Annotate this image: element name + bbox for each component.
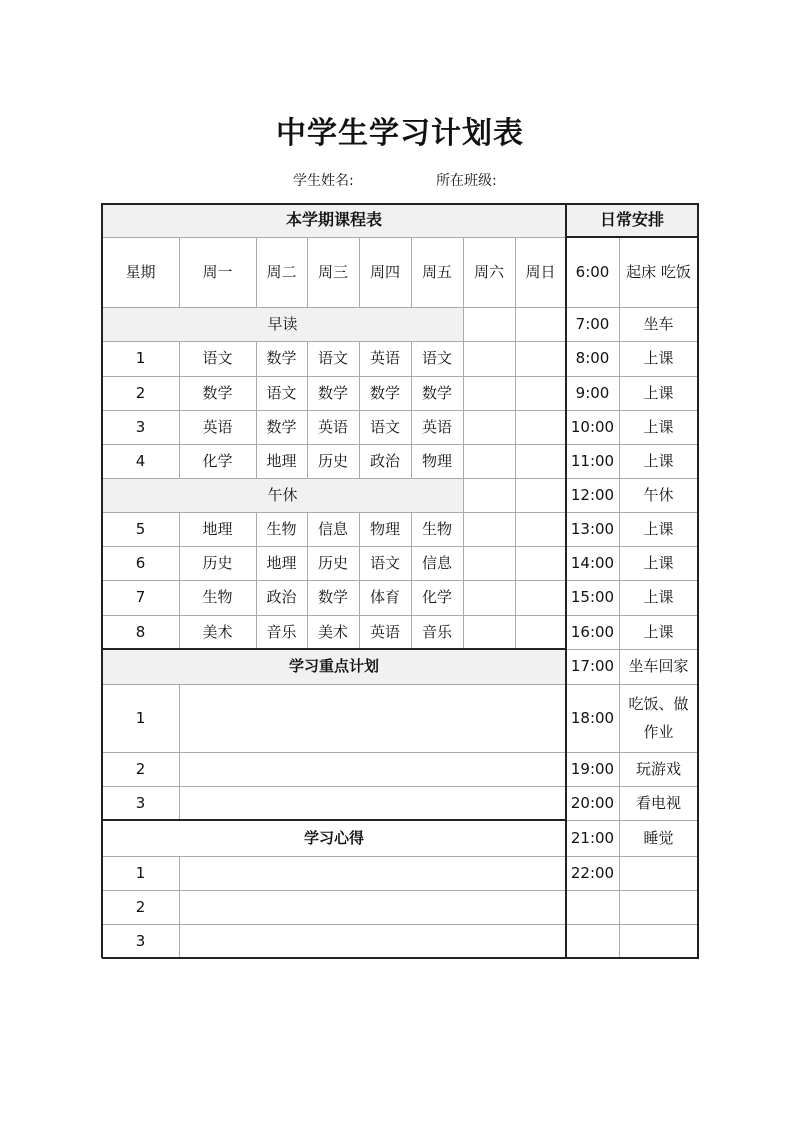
table-rule (102, 203, 698, 205)
table-rule (179, 684, 180, 820)
daily-time: 19:00 (566, 752, 619, 786)
schedule-cell (515, 376, 566, 410)
table-rule (463, 341, 464, 478)
schedule-cell: 物理 (359, 512, 411, 546)
period-number: 2 (102, 376, 179, 410)
schedule-cell (515, 341, 566, 376)
table-rule (102, 478, 566, 479)
notes-row-content (179, 856, 566, 890)
table-rule (102, 580, 566, 581)
table-rule (307, 512, 308, 649)
daily-activity (619, 890, 698, 924)
morning-reading-row: 早读 (102, 307, 463, 341)
schedule-header-3: 周三 (307, 237, 359, 307)
schedule-cell (463, 580, 515, 615)
table-rule (566, 376, 698, 377)
table-rule (359, 341, 360, 478)
schedule-title: 本学期课程表 (102, 203, 566, 237)
daily-activity: 上课 (619, 580, 698, 615)
daily-activity (619, 856, 698, 890)
daily-activity: 上课 (619, 512, 698, 546)
period-number: 7 (102, 580, 179, 615)
period-number: 4 (102, 444, 179, 478)
schedule-cell: 美术 (307, 615, 359, 649)
table-rule (566, 684, 698, 685)
schedule-cell (463, 478, 515, 512)
table-rule (566, 546, 698, 547)
schedule-cell (463, 307, 515, 341)
table-rule (102, 890, 566, 891)
daily-time: 22:00 (566, 856, 619, 890)
table-rule (256, 512, 257, 649)
schedule-cell: 生物 (411, 512, 463, 546)
table-rule (101, 203, 103, 958)
table-rule (566, 236, 698, 238)
schedule-cell: 语文 (411, 341, 463, 376)
daily-activity: 上课 (619, 341, 698, 376)
plan-row-number: 3 (102, 786, 179, 820)
schedule-header-7: 周日 (515, 237, 566, 307)
schedule-cell (515, 615, 566, 649)
table-rule (565, 203, 567, 958)
table-rule (697, 203, 699, 958)
daily-activity: 上课 (619, 546, 698, 580)
schedule-cell: 数学 (411, 376, 463, 410)
daily-time: 10:00 (566, 410, 619, 444)
table-rule (102, 648, 566, 650)
table-rule (102, 512, 566, 513)
table-rule (515, 341, 516, 478)
daily-time (566, 924, 619, 958)
daily-time: 20:00 (566, 786, 619, 820)
plan-row-number: 2 (102, 752, 179, 786)
daily-activity: 坐车回家 (619, 649, 698, 684)
table-rule (566, 615, 698, 616)
schedule-cell: 音乐 (411, 615, 463, 649)
table-rule (566, 580, 698, 581)
daily-activity (619, 924, 698, 958)
daily-time: 6:00 (566, 237, 619, 307)
schedule-cell: 信息 (411, 546, 463, 580)
schedule-cell: 历史 (307, 444, 359, 478)
study-notes-title: 学习心得 (102, 820, 566, 856)
table-rule (463, 237, 464, 307)
table-rule (102, 410, 566, 411)
noon-break-row: 午休 (102, 478, 463, 512)
schedule-cell: 生物 (256, 512, 307, 546)
daily-time (566, 890, 619, 924)
table-rule (411, 341, 412, 478)
table-rule (463, 512, 464, 649)
schedule-cell (515, 478, 566, 512)
table-rule (102, 957, 699, 959)
schedule-cell (463, 376, 515, 410)
class-label: 所在班级: (436, 173, 497, 189)
table-rule (256, 237, 257, 307)
daily-title: 日常安排 (566, 203, 698, 237)
table-rule (411, 512, 412, 649)
schedule-cell (515, 546, 566, 580)
table-rule (102, 546, 566, 547)
schedule-cell (463, 512, 515, 546)
daily-activity: 起床 吃饭 (619, 237, 698, 307)
schedule-cell: 美术 (179, 615, 256, 649)
plan-row-content (179, 786, 566, 820)
daily-time: 16:00 (566, 615, 619, 649)
study-plan-title: 学习重点计划 (102, 649, 566, 684)
schedule-cell (463, 410, 515, 444)
table-rule (566, 924, 698, 925)
schedule-cell: 地理 (179, 512, 256, 546)
table-rule (515, 478, 516, 512)
table-rule (179, 237, 180, 307)
schedule-cell: 政治 (256, 580, 307, 615)
daily-time: 7:00 (566, 307, 619, 341)
daily-activity: 上课 (619, 410, 698, 444)
daily-activity: 睡觉 (619, 820, 698, 856)
schedule-cell: 英语 (411, 410, 463, 444)
schedule-header-5: 周五 (411, 237, 463, 307)
schedule-cell: 英语 (359, 341, 411, 376)
schedule-cell: 地理 (256, 444, 307, 478)
schedule-header-6: 周六 (463, 237, 515, 307)
table-rule (102, 237, 566, 238)
schedule-cell: 数学 (256, 410, 307, 444)
daily-activity: 玩游戏 (619, 752, 698, 786)
plan-row-content (179, 684, 566, 752)
schedule-header-1: 周一 (179, 237, 256, 307)
schedule-cell: 语文 (179, 341, 256, 376)
period-number: 5 (102, 512, 179, 546)
period-number: 1 (102, 341, 179, 376)
schedule-cell (515, 444, 566, 478)
schedule-cell: 数学 (359, 376, 411, 410)
daily-activity: 上课 (619, 615, 698, 649)
schedule-cell: 数学 (307, 376, 359, 410)
schedule-cell: 数学 (179, 376, 256, 410)
daily-time: 18:00 (566, 684, 619, 752)
daily-activity: 午休 (619, 478, 698, 512)
daily-time: 11:00 (566, 444, 619, 478)
table-rule (307, 341, 308, 478)
schedule-cell (515, 512, 566, 546)
table-rule (179, 512, 180, 649)
schedule-header-0: 星期 (102, 237, 179, 307)
schedule-cell (463, 341, 515, 376)
table-rule (463, 307, 464, 341)
daily-time: 17:00 (566, 649, 619, 684)
notes-row-content (179, 890, 566, 924)
plan-row-content (179, 752, 566, 786)
table-rule (566, 444, 698, 445)
daily-activity: 上课 (619, 444, 698, 478)
table-rule (307, 237, 308, 307)
page-title: 中学生学习计划表 (276, 116, 524, 151)
daily-time: 9:00 (566, 376, 619, 410)
table-rule (566, 856, 698, 857)
schedule-header-4: 周四 (359, 237, 411, 307)
schedule-cell: 生物 (179, 580, 256, 615)
table-rule (515, 237, 516, 307)
daily-time: 13:00 (566, 512, 619, 546)
schedule-cell: 数学 (256, 341, 307, 376)
schedule-cell (515, 580, 566, 615)
schedule-header-2: 周二 (256, 237, 307, 307)
period-number: 3 (102, 410, 179, 444)
daily-activity: 上课 (619, 376, 698, 410)
period-number: 6 (102, 546, 179, 580)
table-rule (566, 786, 698, 787)
schedule-cell: 语文 (307, 341, 359, 376)
notes-row-content (179, 924, 566, 958)
daily-time: 14:00 (566, 546, 619, 580)
table-rule (619, 237, 620, 958)
table-rule (566, 478, 698, 479)
table-rule (566, 307, 698, 308)
table-rule (102, 752, 566, 753)
table-rule (256, 341, 257, 478)
table-rule (566, 341, 698, 342)
schedule-cell: 历史 (179, 546, 256, 580)
table-rule (102, 786, 566, 787)
table-rule (566, 890, 698, 891)
notes-row-number: 1 (102, 856, 179, 890)
schedule-cell: 化学 (411, 580, 463, 615)
table-rule (566, 820, 698, 821)
schedule-cell: 英语 (359, 615, 411, 649)
schedule-cell: 语文 (359, 410, 411, 444)
schedule-cell: 地理 (256, 546, 307, 580)
schedule-cell: 音乐 (256, 615, 307, 649)
schedule-cell (463, 444, 515, 478)
table-rule (411, 237, 412, 307)
table-rule (102, 444, 566, 445)
table-rule (515, 512, 516, 649)
daily-activity: 吃饭、做作业 (619, 684, 698, 752)
table-rule (102, 924, 566, 925)
daily-activity: 看电视 (619, 786, 698, 820)
table-rule (566, 410, 698, 411)
schedule-cell: 体育 (359, 580, 411, 615)
schedule-cell: 英语 (179, 410, 256, 444)
period-number: 8 (102, 615, 179, 649)
schedule-cell: 政治 (359, 444, 411, 478)
notes-row-number: 3 (102, 924, 179, 958)
table-rule (359, 512, 360, 649)
schedule-cell: 历史 (307, 546, 359, 580)
schedule-cell (515, 307, 566, 341)
schedule-cell (463, 615, 515, 649)
student-name-label: 学生姓名: (293, 173, 354, 189)
table-rule (566, 752, 698, 753)
table-rule (102, 341, 566, 342)
table-rule (566, 512, 698, 513)
schedule-cell: 语文 (256, 376, 307, 410)
table-rule (463, 478, 464, 512)
table-rule (102, 376, 566, 377)
schedule-cell: 信息 (307, 512, 359, 546)
table-rule (515, 307, 516, 341)
table-rule (179, 341, 180, 478)
table-rule (102, 307, 566, 308)
daily-time: 8:00 (566, 341, 619, 376)
table-rule (102, 615, 566, 616)
schedule-cell: 语文 (359, 546, 411, 580)
table-rule (359, 237, 360, 307)
table-rule (566, 649, 698, 650)
schedule-cell: 化学 (179, 444, 256, 478)
schedule-cell: 数学 (307, 580, 359, 615)
schedule-cell (463, 546, 515, 580)
table-rule (102, 819, 566, 821)
notes-row-number: 2 (102, 890, 179, 924)
table-rule (102, 684, 566, 685)
daily-activity: 坐车 (619, 307, 698, 341)
schedule-cell: 物理 (411, 444, 463, 478)
plan-row-number: 1 (102, 684, 179, 752)
table-rule (102, 856, 566, 857)
schedule-cell (515, 410, 566, 444)
schedule-cell: 英语 (307, 410, 359, 444)
table-rule (179, 856, 180, 958)
daily-time: 21:00 (566, 820, 619, 856)
daily-time: 12:00 (566, 478, 619, 512)
daily-time: 15:00 (566, 580, 619, 615)
